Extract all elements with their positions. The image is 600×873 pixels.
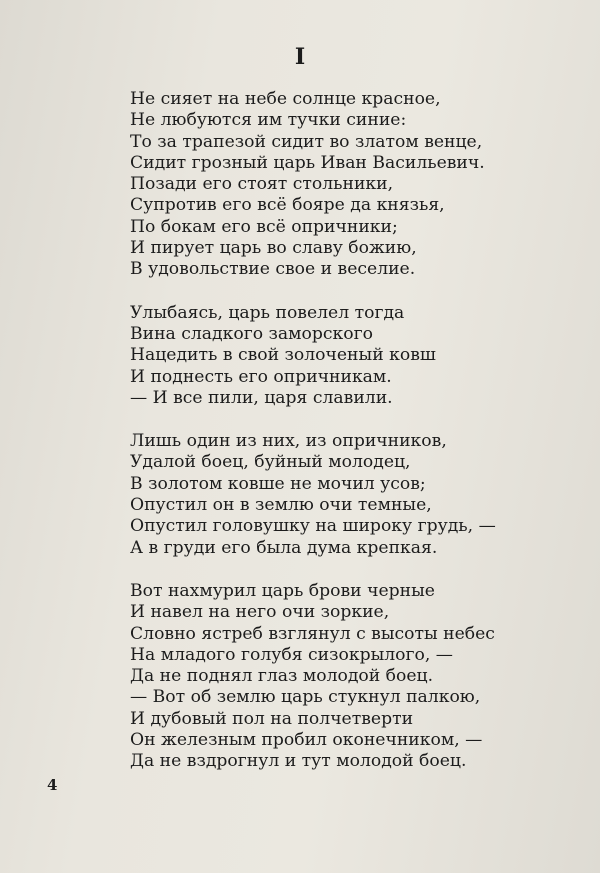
- poem-line: Позади его стоят стольники,: [130, 174, 394, 195]
- poem-line: Улыбаясь, царь повелел тогда: [130, 302, 405, 323]
- poem-text: [130, 89, 496, 795]
- poem-line: И пирует царь во славу божию,: [130, 238, 417, 259]
- poem-line: Не любуются им тучки синие:: [130, 110, 407, 131]
- poem-line: И навел на него очи зоркие,: [130, 602, 390, 623]
- poem-line: Опустил головушку на широку грудь, —: [130, 516, 496, 537]
- poem-line: И дубовый пол на полчетверти: [130, 708, 414, 729]
- poem-line: Он железным пробил оконечником, —: [130, 730, 483, 751]
- chapter-heading: I: [294, 44, 306, 70]
- poem-line: По бокам его всё опричники;: [130, 216, 398, 237]
- poem-line: Вот нахмурил царь брови черные: [130, 580, 435, 601]
- poem-line: Словно ястреб взглянул с высоты небес: [130, 623, 495, 644]
- poem-line: Удалой боец, буйный молодец,: [130, 452, 411, 473]
- poem-line: Опустил он в землю очи темные,: [130, 495, 432, 516]
- stanza-3: [130, 431, 496, 559]
- poem-line: Да не поднял глаз молодой боец.: [130, 666, 434, 687]
- poem-line: Лишь один из них, из опричников,: [130, 431, 447, 452]
- poem-line: То за трапезой сидит во златом венце,: [130, 131, 483, 152]
- poem-line: Сидит грозный царь Иван Васильевич.: [130, 152, 485, 173]
- stanza-4: [130, 581, 496, 773]
- stanza-1: [130, 89, 496, 281]
- poem-line: Да не вздрогнул и тут молодой боец.: [130, 751, 467, 772]
- poem-line: Не сияет на небе солнце красное,: [130, 89, 441, 109]
- page-number: 4: [47, 776, 58, 794]
- poem-line: В удовольствие свое и веселие.: [130, 259, 416, 280]
- poem-line: И поднесть его опричникам.: [130, 366, 392, 387]
- poem-line: А в груди его была дума крепкая.: [130, 537, 438, 558]
- poem-line: Супротив его всё бояре да князья,: [130, 195, 445, 216]
- poem-line: Нацедить в свой золоченый ковш: [130, 345, 436, 366]
- stanza-2: [130, 303, 496, 409]
- poem-line: — Вот об землю царь стукнул палкою,: [130, 687, 481, 708]
- poem-line: В золотом ковше не мочил усов;: [130, 473, 426, 494]
- poem-line: — И все пили, царя славили.: [130, 387, 393, 408]
- poem-line: Вина сладкого заморского: [130, 323, 373, 344]
- poem-line: На младого голубя сизокрылого, —: [130, 644, 453, 665]
